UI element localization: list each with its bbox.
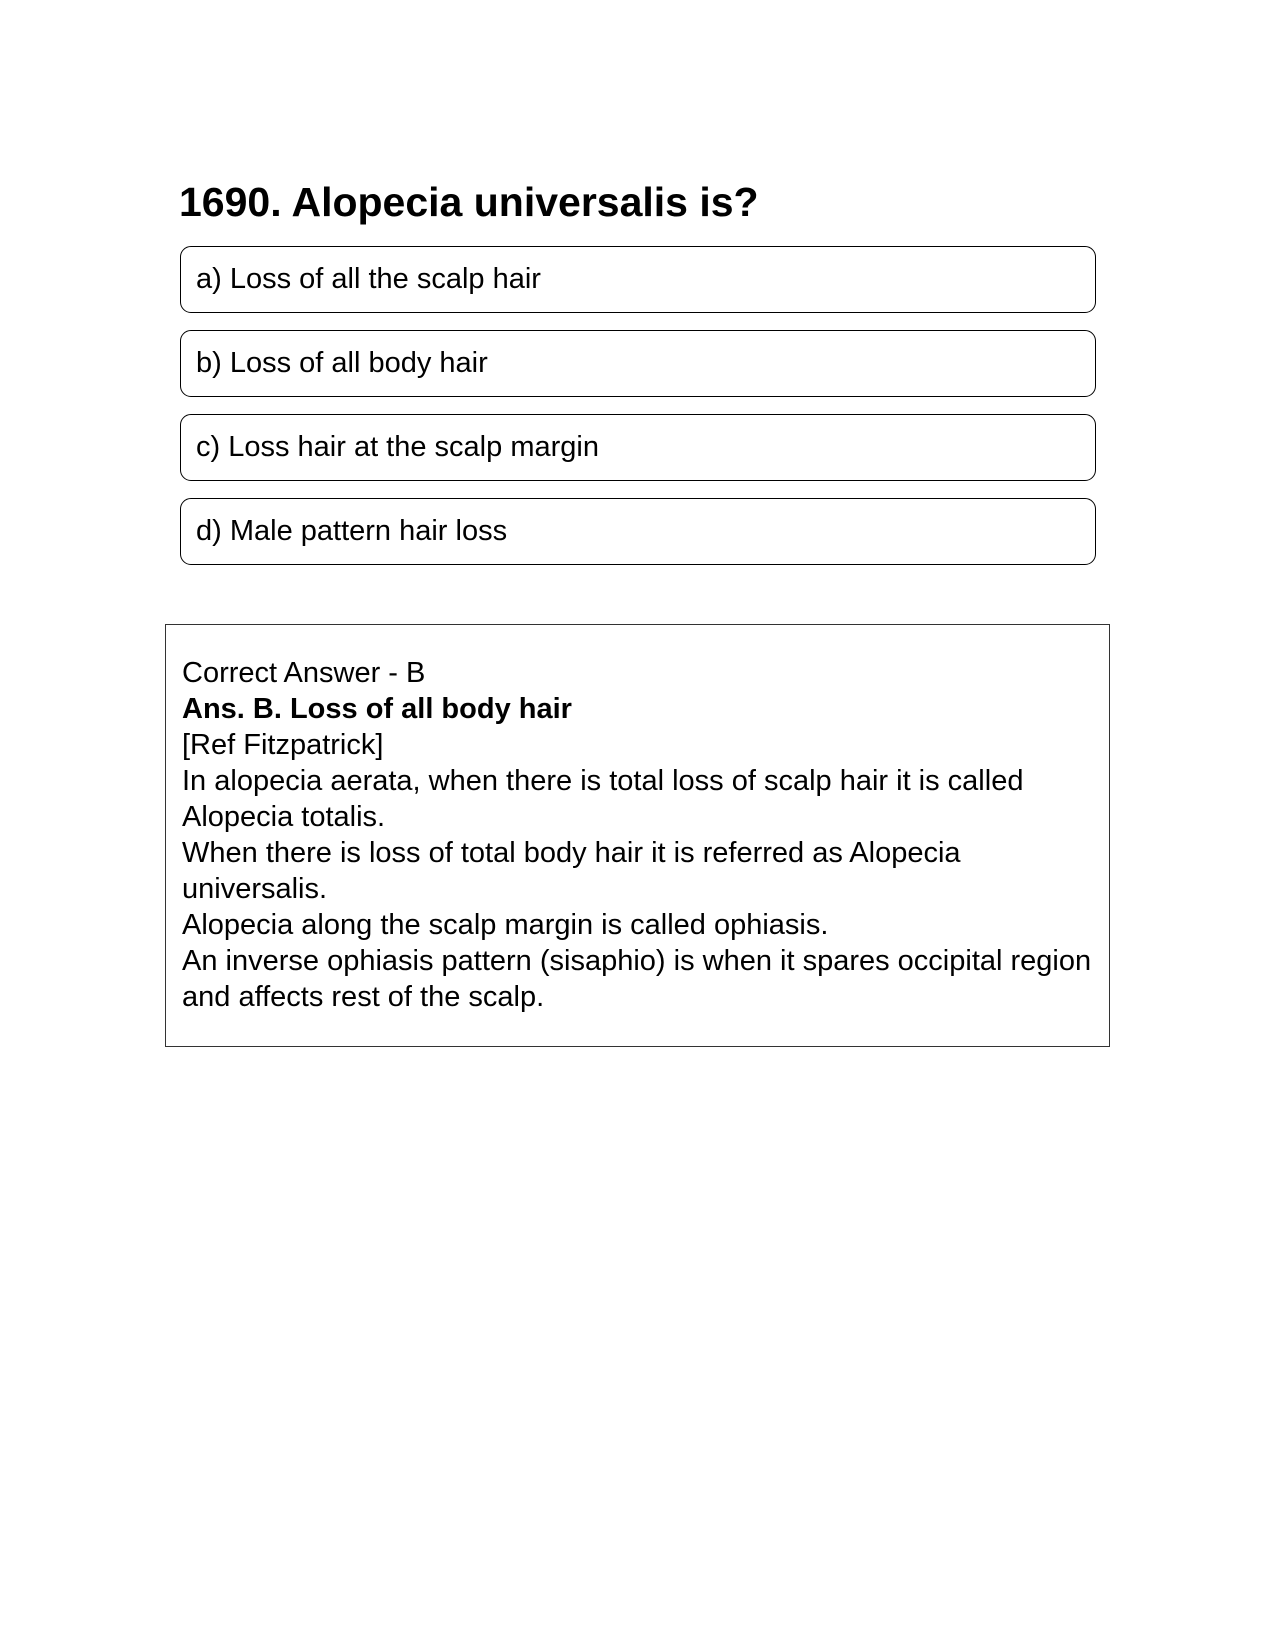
reference-line: [Ref Fitzpatrick] [182,729,384,761]
correct-answer-line: Correct Answer - B [182,657,426,689]
explanation-paragraph: When there is loss of total body hair it is referred as Alopecia universalis. [182,837,961,905]
option-d[interactable]: d) Male pattern hair loss [180,498,1096,565]
option-a[interactable]: a) Loss of all the scalp hair [180,246,1096,313]
option-b[interactable]: b) Loss of all body hair [180,330,1096,397]
question-title: 1690. Alopecia universalis is? [179,179,759,225]
explanation-paragraph: An inverse ophiasis pattern (sisaphio) is when it spares occipital region and affects rest of the scalp. [182,945,1092,1013]
answer-explanation-box [165,624,1110,1047]
explanation-paragraph: In alopecia aerata, when there is total loss of scalp hair it is called Alopecia totalis. [182,765,1024,833]
explanation-paragraph: Alopecia along the scalp margin is called ophiasis. [182,909,829,941]
option-c[interactable]: c) Loss hair at the scalp margin [180,414,1096,481]
answer-heading: Ans. B. Loss of all body hair [182,693,572,725]
